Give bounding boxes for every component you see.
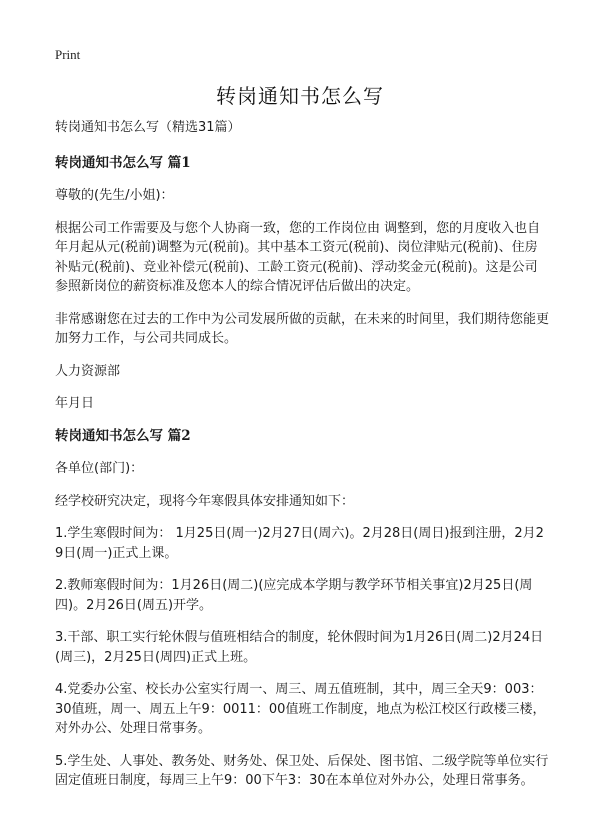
section-1-department: 人力资源部 xyxy=(55,363,121,379)
section-2-greeting: 各单位(部门)： xyxy=(55,461,144,476)
print-link[interactable]: Print xyxy=(55,47,81,62)
section-1-heading: 转岗通知书怎么写 篇1 xyxy=(55,154,191,171)
section-2-list-item: 4.党委办公室、校长办公室实行周一、周三、周五值班制，其中，周三全天9：003：30值班，周一、周五上午9：0011：00值班工作制度，地点为松江校区行政楼三楼，对外办公、处理日常事务。 xyxy=(55,682,546,736)
section-2-list-item: 3.干部、职工实行轮休假与值班相结合的制度，轮休假时间为1月26日(周二)2月24日(周三)，2月25日(周四)正式上班。 xyxy=(55,630,544,665)
page-title: 转岗通知书怎么写 xyxy=(216,84,384,108)
section-1-date: 年月日 xyxy=(55,396,95,411)
section-2-intro: 经学校研究决定，现将今年寒假具体安排通知如下： xyxy=(55,493,355,509)
section-2-heading: 转岗通知书怎么写 篇2 xyxy=(55,427,191,444)
section-2-list-item: 1.学生寒假时间为： 1月25日(周一)2月27日(周六)。2月28日(周日)报到注册，2月29日(周一)正式上课。 xyxy=(55,526,544,561)
section-2-list-item: 5.学生处、人事处、教务处、财务处、保卫处、后保处、图书馆、二级学院等单位实行固定值班日制度，每周三上午9：00下午3：30在本单位对外办公，处理日常事务。 xyxy=(55,753,549,788)
section-1-greeting: 尊敬的(先生/小姐)： xyxy=(55,188,174,203)
section-2-list-item: 2.教师寒假时间为：1月26日(周二)(应完成本学期与教学环节相关事宜)2月25日(周四)。2月26日(周五)开学。 xyxy=(55,578,533,613)
document-body xyxy=(55,118,550,804)
section-1-paragraph: 非常感谢您在过去的工作中为公司发展所做的贡献，在未来的时间里，我们期待您能更加努力工作，与公司共同成长。 xyxy=(55,311,550,346)
document-subtitle: 转岗通知书怎么写（精选31篇） xyxy=(55,120,241,135)
section-1-paragraph: 根据公司工作需要及与您个人协商一致，您的工作岗位由 调整到，您的月度收入也自年月起从元(税前)调整为元(税前)。其中基本工资元(税前)、岗位津贴元(税前)、住房补贴元(税前)、竞业补偿元(税前)、工龄工资元(税前)、浮动奖金元(税前)。这是公司参照新岗位的薪资标准及您本人的综合情况评估后做出的决定。 xyxy=(55,220,541,294)
